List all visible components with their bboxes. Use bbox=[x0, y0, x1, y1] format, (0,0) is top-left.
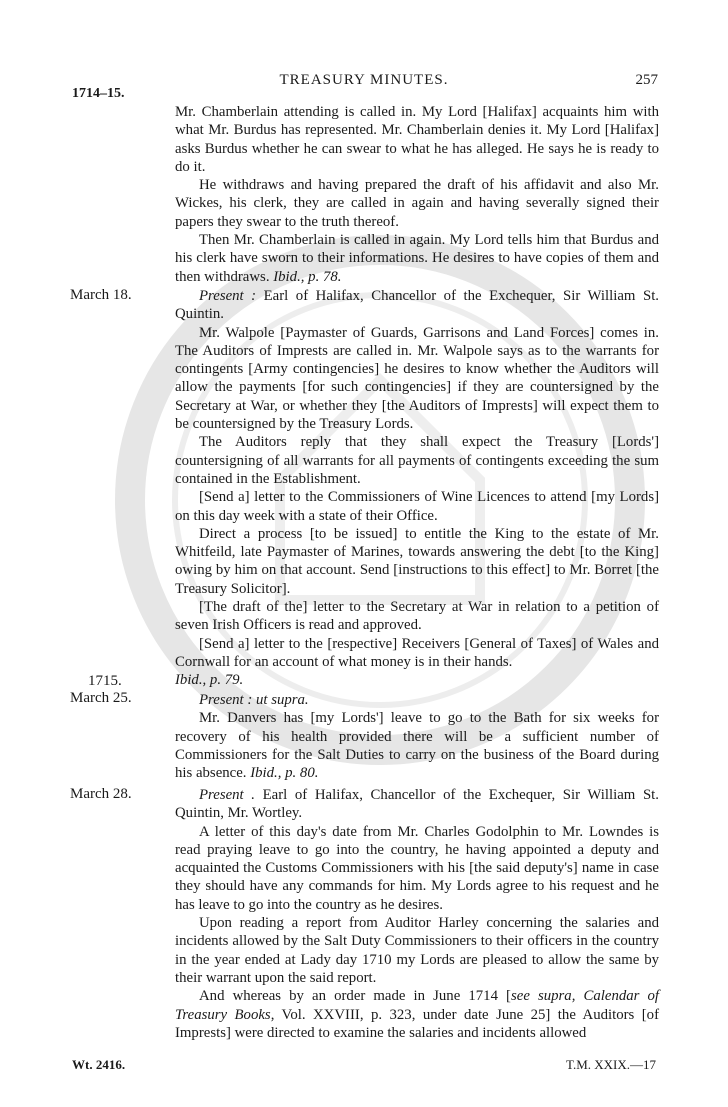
paragraph: Mr. Chamberlain attending is called in. My Lord [Halifax] acquaints him with what Mr. Burdus has represented. Mr. Chamberlain denies it. My Lord [Halifax] asks Burdus whether he can swear to what he has alleged. He says he is ready to do it. bbox=[175, 104, 659, 175]
entry-date: March 28. bbox=[70, 786, 132, 802]
paragraph: [Send a] letter to the Commissioners of Wine Licences to attend [my Lords] on this day week with a state of their Office. bbox=[175, 489, 659, 524]
paragraph: Mr. Walpole [Paymaster of Guards, Garrisons and Land Forces] comes in. The Auditors of Imprests are called in. Mr. Walpole says as to the warrants for contingents [Army contingencies] he desires to know whether the Auditors will allow the payments [for such contingencies] if they are countersigned by the Secretary at War, or whether they [the Auditors of Imprests] will expect them to be countersigned by the Treasury Lords. bbox=[175, 324, 659, 433]
paragraph: Mr. Danvers has [my Lords'] leave to go to the Bath for six weeks for recovery of his health provided there will be a sufficient number of Commissioners for the Salt Duties to carry on the business of the Board during his absence. Ibid., p. 80. bbox=[175, 710, 659, 782]
page-number: 257 bbox=[635, 72, 658, 88]
entry-date: March 18. bbox=[70, 287, 132, 303]
present-line: Present : Earl of Halifax, Chancellor of the Exchequer, Sir William St. Quintin. bbox=[175, 288, 659, 323]
paragraph: And whereas by an order made in June 1714 [see supra, Calendar of Treasury Books, Vol. XXVIII, p. 323, under date June 25] the Auditors [of Imprests] were directed to examine the salaries and incidents allowed bbox=[175, 988, 659, 1041]
entry-body bbox=[175, 786, 659, 1042]
paragraph: Then Mr. Chamberlain is called in again. My Lord tells him that Burdus and his clerk have sworn to their informations. He desires to have copies of them and then withdraws. Ibid., p. 78. bbox=[175, 232, 659, 285]
entry-year: 1715. bbox=[88, 673, 122, 689]
entry-body bbox=[175, 691, 659, 782]
entry-body bbox=[175, 103, 659, 286]
entry-body bbox=[175, 287, 659, 690]
paragraph: Upon reading a report from Auditor Harley concerning the salaries and incidents allowed by the Salt Duty Commissioners to their officers in the country in the year ended at Lady day 1710 my Lords are pleased to allow the same by their warrant upon the said report. bbox=[175, 915, 659, 986]
citation: Ibid., p. 80. bbox=[250, 765, 319, 782]
print-mark: Wt. 2416. bbox=[72, 1057, 126, 1072]
paragraph: [The draft of the] letter to the Secretary at War in relation to a petition of seven Irish Officers is read and approved. bbox=[175, 599, 659, 634]
paragraph: [Send a] letter to the [respective] Receivers [General of Taxes] of Wales and Cornwall for an account of what money is in their hands. bbox=[175, 635, 659, 670]
present-line: Present : ut supra. bbox=[199, 692, 309, 708]
present-line: Present . Earl of Halifax, Chancellor of the Exchequer, Sir William St. Quintin, Mr. Wortley. bbox=[175, 787, 659, 822]
paragraph: He withdraws and having prepared the draft of his affidavit and also Mr. Wickes, his clerk, they are called in again and having severally signed their papers they swear to the truth thereof. bbox=[175, 177, 659, 230]
paragraph: A letter of this day's date from Mr. Charles Godolphin to Mr. Lowndes is read praying leave to go into the country, he having appointed a deputy and acquainted the Customs Commissioners with his [the said deputy's] name in case they should have any commands for him. My Lords agree to his request and he has leave to go into the country as he desires. bbox=[175, 823, 659, 913]
paragraph: Direct a process [to be issued] to entitle the King to the estate of Mr. Whitfeild, late Paymaster of Marines, towards answering the debt [to the King] owing by him on that account. Send [instructions to this effect] to Mr. Borret [the Treasury Solicitor]. bbox=[175, 525, 659, 597]
entry-date: 1715. March 25. bbox=[70, 673, 160, 707]
citation: Ibid., p. 79. bbox=[175, 672, 244, 689]
signature-mark: T.M. XXIX.—17 bbox=[565, 1057, 656, 1072]
citation: Ibid., p. 78. bbox=[273, 268, 342, 285]
paragraph: The Auditors reply that they shall expect the Treasury [Lords'] countersigning of all warrants for all payments of contingents exceeding the sum contained in the Establishment. bbox=[175, 434, 659, 487]
header-years: 1714–15. bbox=[72, 86, 125, 101]
running-title: TREASURY MINUTES. bbox=[279, 72, 449, 88]
